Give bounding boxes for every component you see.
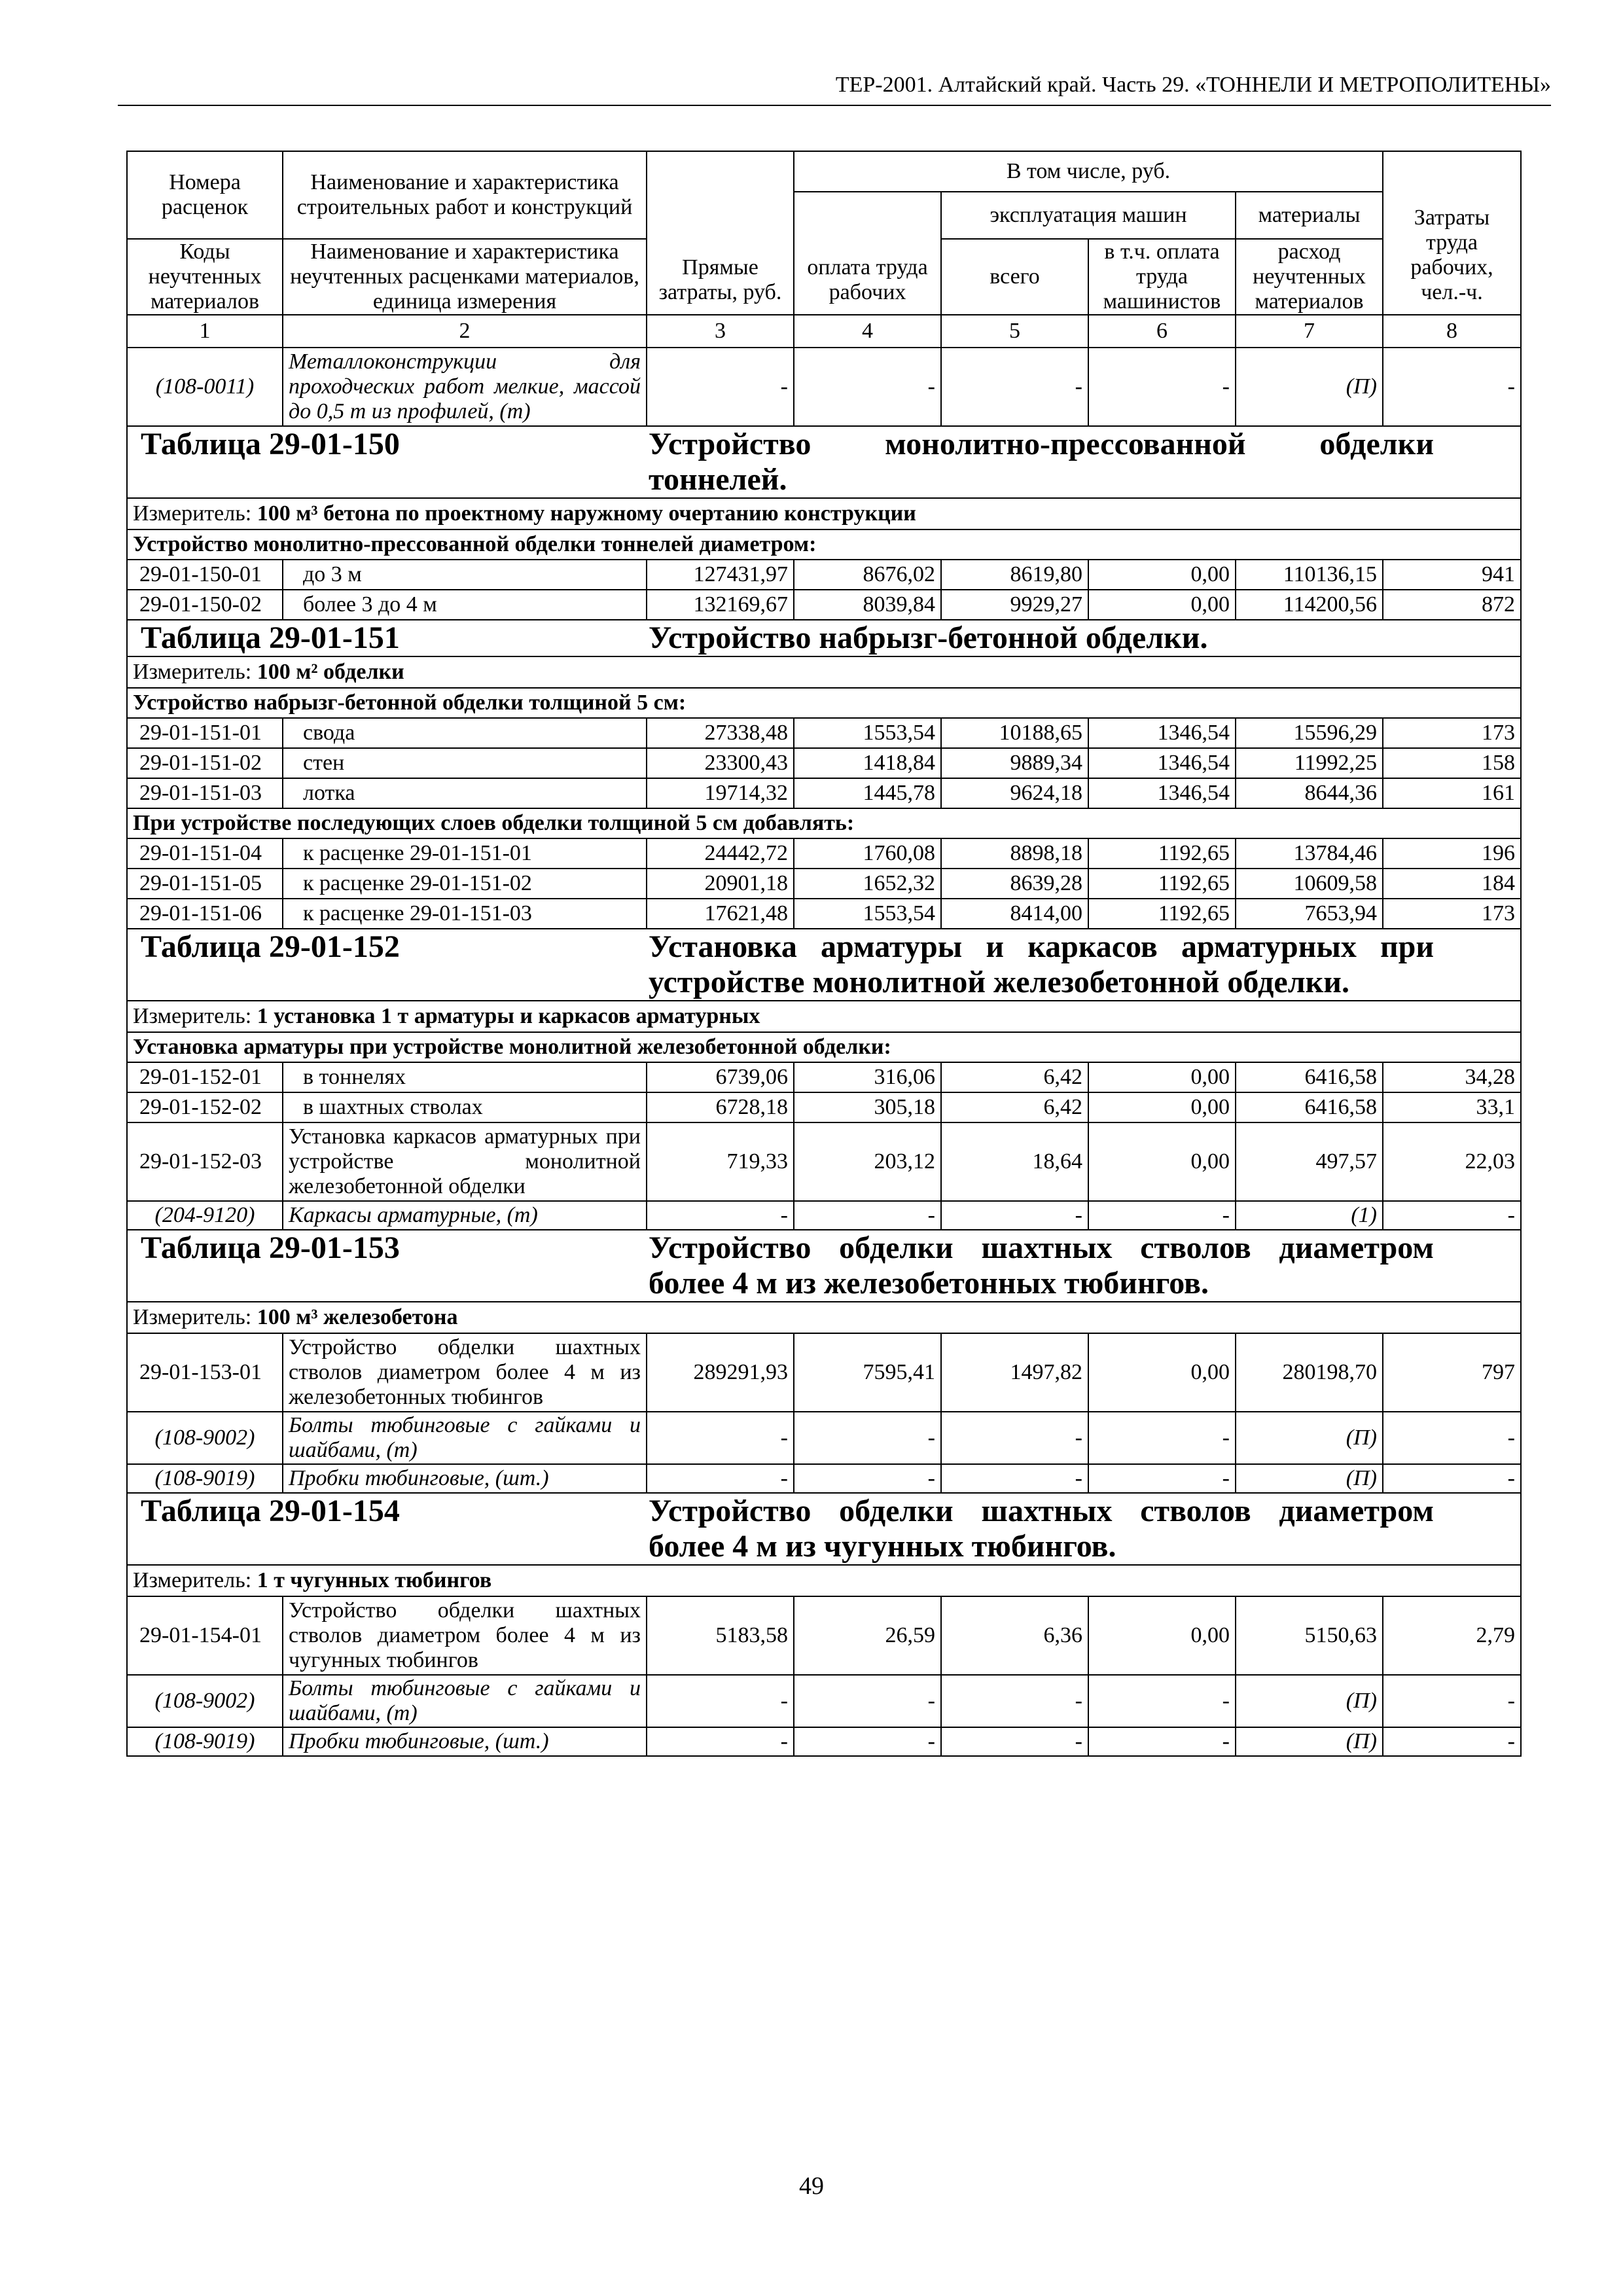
header-col2-top: Наименование и характеристика строительных работ и конструкций	[283, 151, 647, 239]
header-col1-bottom: Коды неучтенных материалов	[127, 239, 283, 315]
cell: 8414,00	[941, 899, 1088, 929]
cell: -	[647, 1412, 794, 1464]
cell: -	[941, 348, 1088, 426]
cell: 0,00	[1088, 1092, 1236, 1122]
measure-row	[127, 1302, 1521, 1333]
material-name: Пробки тюбинговые, (шт.)	[283, 1464, 647, 1493]
measure-row	[127, 656, 1521, 688]
table-title: Установка арматуры и каркасов арматурных при устройстве монолитной железобетонной обделки.	[649, 929, 1434, 999]
cell: 173	[1383, 899, 1521, 929]
cell: 0,00	[1088, 1062, 1236, 1092]
cell: (П)	[1236, 1675, 1383, 1727]
rate-code: 29-01-151-01	[127, 718, 283, 748]
cell: -	[941, 1727, 1088, 1756]
rate-code: 29-01-152-01	[127, 1062, 283, 1092]
column-number: 8	[1383, 315, 1521, 348]
rate-code: 29-01-154-01	[127, 1596, 283, 1675]
material-code: (108-9019)	[127, 1464, 283, 1493]
table-title: Устройство набрызг-бетонной обделки.	[649, 620, 1208, 655]
cell: 20901,18	[647, 869, 794, 899]
material-row	[127, 348, 1521, 426]
rate-name: Установка каркасов арматурных при устройстве монолитной железобетонной обделки	[283, 1122, 647, 1201]
table-row	[127, 1092, 1521, 1122]
table-number: Таблица 29-01-152	[141, 929, 400, 964]
cell: 8898,18	[941, 838, 1088, 869]
rate-code: 29-01-153-01	[127, 1333, 283, 1412]
rate-code: 29-01-152-03	[127, 1122, 283, 1201]
rate-code: 29-01-151-04	[127, 838, 283, 869]
cell: 8644,36	[1236, 778, 1383, 808]
cell: -	[794, 1464, 941, 1493]
material-row	[127, 1727, 1521, 1756]
material-name: Болты тюбинговые с гайками и шайбами, (т)	[283, 1675, 647, 1727]
cell: 1553,54	[794, 718, 941, 748]
measure-label: Измеритель:	[133, 1004, 252, 1028]
column-number: 3	[647, 315, 794, 348]
cell: -	[941, 1464, 1088, 1493]
measure-unit: 1 установка 1 т арматуры и каркасов арматурных	[257, 1004, 760, 1028]
cell: -	[1383, 1412, 1521, 1464]
material-code: (108-9002)	[127, 1412, 283, 1464]
cell: 10609,58	[1236, 869, 1383, 899]
cell: 0,00	[1088, 1333, 1236, 1412]
cell: 6728,18	[647, 1092, 794, 1122]
cell: 11992,25	[1236, 748, 1383, 778]
column-number: 7	[1236, 315, 1383, 348]
table-row	[127, 1333, 1521, 1412]
material-name: Пробки тюбинговые, (шт.)	[283, 1727, 647, 1756]
cell: 289291,93	[647, 1333, 794, 1412]
group-label: Устройство монолитно-прессованной обделки тоннелей диаметром:	[127, 529, 1521, 560]
table-row	[127, 748, 1521, 778]
cell: -	[941, 1675, 1088, 1727]
measure-row	[127, 1565, 1521, 1596]
cell: 1553,54	[794, 899, 941, 929]
table-row	[127, 778, 1521, 808]
cell: 872	[1383, 590, 1521, 620]
cell: 1192,65	[1088, 838, 1236, 869]
material-code: (108-9002)	[127, 1675, 283, 1727]
header-row	[127, 151, 1521, 192]
cell: -	[794, 1412, 941, 1464]
cell: 305,18	[794, 1092, 941, 1122]
header-col3: Прямые затраты, руб.	[647, 151, 794, 315]
column-number: 5	[941, 315, 1088, 348]
cell: 1346,54	[1088, 778, 1236, 808]
cell: -	[794, 1727, 941, 1756]
material-code: (204-9120)	[127, 1201, 283, 1230]
cell: 2,79	[1383, 1596, 1521, 1675]
cell: 173	[1383, 718, 1521, 748]
column-numbers-row	[127, 315, 1521, 348]
cell: 27338,48	[647, 718, 794, 748]
measure-unit: 100 м² обделки	[257, 660, 404, 684]
cell: (П)	[1236, 1727, 1383, 1756]
cell: 1192,65	[1088, 899, 1236, 929]
cell: 7595,41	[794, 1333, 941, 1412]
cell: -	[941, 1412, 1088, 1464]
cell: 6739,06	[647, 1062, 794, 1092]
page-number: 49	[799, 2172, 824, 2200]
material-code: (108-9019)	[127, 1727, 283, 1756]
cell: 196	[1383, 838, 1521, 869]
cell: 8639,28	[941, 869, 1088, 899]
cell: (П)	[1236, 348, 1383, 426]
group-heading	[127, 808, 1521, 838]
cell: 1346,54	[1088, 718, 1236, 748]
cell: 158	[1383, 748, 1521, 778]
table-number: Таблица 29-01-150	[141, 427, 400, 461]
table-number: Таблица 29-01-153	[141, 1230, 400, 1265]
rate-name: лотка	[283, 778, 647, 808]
table-number: Таблица 29-01-154	[141, 1494, 400, 1528]
measure-label: Измеритель:	[133, 1568, 252, 1592]
cell: 1346,54	[1088, 748, 1236, 778]
rate-code: 29-01-151-06	[127, 899, 283, 929]
cell: -	[1383, 348, 1521, 426]
cell: 15596,29	[1236, 718, 1383, 748]
header-materials: материалы	[1236, 192, 1383, 239]
cell: 9889,34	[941, 748, 1088, 778]
cell: 6,36	[941, 1596, 1088, 1675]
cell: 6,42	[941, 1092, 1088, 1122]
table-row	[127, 1062, 1521, 1092]
material-row	[127, 1675, 1521, 1727]
cell: 9624,18	[941, 778, 1088, 808]
material-name: Каркасы арматурные, (т)	[283, 1201, 647, 1230]
price-table	[126, 151, 1522, 1757]
rate-name: Устройство обделки шахтных стволов диаметром более 4 м из железобетонных тюбингов	[283, 1333, 647, 1412]
cell: 34,28	[1383, 1062, 1521, 1092]
table-title: Устройство обделки шахтных стволов диаметром более 4 м из железобетонных тюбингов.	[649, 1230, 1434, 1300]
table-row	[127, 869, 1521, 899]
material-name: Металлоконструкции для проходческих работ мелкие, массой до 0,5 т из профилей, (т)	[283, 348, 647, 426]
column-number: 6	[1088, 315, 1236, 348]
measure-row	[127, 498, 1521, 529]
rate-name: более 3 до 4 м	[283, 590, 647, 620]
header-col4: оплата труда рабочих	[794, 192, 941, 315]
table-row	[127, 590, 1521, 620]
cell: 132169,67	[647, 590, 794, 620]
cell: 941	[1383, 560, 1521, 590]
table-number: Таблица 29-01-151	[141, 620, 400, 655]
cell: 23300,43	[647, 748, 794, 778]
table-row	[127, 1596, 1521, 1675]
cell: 203,12	[794, 1122, 941, 1201]
measure-unit: 100 м³ бетона по проектному наружному очертанию конструкции	[257, 501, 916, 526]
cell: 33,1	[1383, 1092, 1521, 1122]
cell: (1)	[1236, 1201, 1383, 1230]
cell: 22,03	[1383, 1122, 1521, 1201]
cell: 0,00	[1088, 560, 1236, 590]
cell: 8619,80	[941, 560, 1088, 590]
cell: -	[1088, 1412, 1236, 1464]
measure-unit: 100 м³ железобетона	[257, 1305, 458, 1329]
cell: 17621,48	[647, 899, 794, 929]
cell: 19714,32	[647, 778, 794, 808]
cell: 1445,78	[794, 778, 941, 808]
rate-name: до 3 м	[283, 560, 647, 590]
rate-code: 29-01-151-02	[127, 748, 283, 778]
section-heading	[127, 426, 1521, 498]
column-number: 2	[283, 315, 647, 348]
cell: 10188,65	[941, 718, 1088, 748]
cell: -	[647, 1675, 794, 1727]
header-col5: всего	[941, 239, 1088, 315]
table-title: Устройство монолитно-прессованной обделки тоннелей.	[649, 427, 1434, 497]
header-machines: эксплуатация машин	[941, 192, 1236, 239]
cell: -	[1088, 1675, 1236, 1727]
rate-code: 29-01-150-02	[127, 590, 283, 620]
rate-name: Устройство обделки шахтных стволов диаметром более 4 м из чугунных тюбингов	[283, 1596, 647, 1675]
material-row	[127, 1464, 1521, 1493]
cell: 719,33	[647, 1122, 794, 1201]
header-col8: Затраты труда рабочих, чел.-ч.	[1383, 151, 1521, 315]
rate-name: в шахтных стволах	[283, 1092, 647, 1122]
rate-name: к расценке 29-01-151-03	[283, 899, 647, 929]
cell: 280198,70	[1236, 1333, 1383, 1412]
cell: 5150,63	[1236, 1596, 1383, 1675]
cell: 1418,84	[794, 748, 941, 778]
cell: -	[1088, 1464, 1236, 1493]
header-col1-top: Номера расценок	[127, 151, 283, 239]
section-heading	[127, 1493, 1521, 1565]
cell: 24442,72	[647, 838, 794, 869]
cell: 184	[1383, 869, 1521, 899]
cell: -	[794, 348, 941, 426]
cell: -	[647, 1727, 794, 1756]
cell: -	[1088, 348, 1236, 426]
cell: 1192,65	[1088, 869, 1236, 899]
measure-unit: 1 т чугунных тюбингов	[257, 1568, 492, 1592]
rate-name: к расценке 29-01-151-02	[283, 869, 647, 899]
section-heading	[127, 620, 1521, 656]
cell: -	[647, 348, 794, 426]
cell: 6416,58	[1236, 1062, 1383, 1092]
cell: -	[647, 1464, 794, 1493]
rate-code: 29-01-152-02	[127, 1092, 283, 1122]
cell: -	[1383, 1201, 1521, 1230]
cell: (П)	[1236, 1464, 1383, 1493]
material-row	[127, 1201, 1521, 1230]
cell: 1497,82	[941, 1333, 1088, 1412]
table-row	[127, 560, 1521, 590]
cell: 8676,02	[794, 560, 941, 590]
header-col2-bottom: Наименование и характеристика неучтенных расценками материалов, единица измерения	[283, 239, 647, 315]
cell: -	[647, 1201, 794, 1230]
cell: 0,00	[1088, 1122, 1236, 1201]
section-heading	[127, 1230, 1521, 1302]
cell: 797	[1383, 1333, 1521, 1412]
cell: -	[1383, 1727, 1521, 1756]
rate-name: к расценке 29-01-151-01	[283, 838, 647, 869]
column-number: 1	[127, 315, 283, 348]
material-code: (108-0011)	[127, 348, 283, 426]
cell: 110136,15	[1236, 560, 1383, 590]
cell: 9929,27	[941, 590, 1088, 620]
measure-row	[127, 1001, 1521, 1032]
cell: 0,00	[1088, 1596, 1236, 1675]
cell: 7653,94	[1236, 899, 1383, 929]
rate-name: в тоннелях	[283, 1062, 647, 1092]
header-incl: В том числе, руб.	[794, 151, 1383, 192]
cell: 26,59	[794, 1596, 941, 1675]
cell: 8039,84	[794, 590, 941, 620]
rate-code: 29-01-151-05	[127, 869, 283, 899]
rate-code: 29-01-151-03	[127, 778, 283, 808]
cell: -	[941, 1201, 1088, 1230]
cell: -	[794, 1201, 941, 1230]
table-row	[127, 838, 1521, 869]
cell: 1760,08	[794, 838, 941, 869]
cell: -	[1088, 1727, 1236, 1756]
cell: 127431,97	[647, 560, 794, 590]
measure-label: Измеритель:	[133, 1305, 252, 1329]
group-heading	[127, 688, 1521, 718]
cell: 497,57	[1236, 1122, 1383, 1201]
cell: 13784,46	[1236, 838, 1383, 869]
column-number: 4	[794, 315, 941, 348]
group-heading	[127, 529, 1521, 560]
cell: 6,42	[941, 1062, 1088, 1092]
header-col6: в т.ч. оплата труда машинистов	[1088, 239, 1236, 315]
cell: 0,00	[1088, 590, 1236, 620]
rate-name: стен	[283, 748, 647, 778]
table-row	[127, 1122, 1521, 1201]
material-name: Болты тюбинговые с гайками и шайбами, (т)	[283, 1412, 647, 1464]
section-heading	[127, 929, 1521, 1001]
cell: 114200,56	[1236, 590, 1383, 620]
measure-label: Измеритель:	[133, 660, 252, 684]
table-title: Устройство обделки шахтных стволов диаметром более 4 м из чугунных тюбингов.	[649, 1494, 1434, 1564]
cell: -	[1383, 1464, 1521, 1493]
cell: (П)	[1236, 1412, 1383, 1464]
running-head: ТЕР-2001. Алтайский край. Часть 29. «ТОННЕЛИ И МЕТРОПОЛИТЕНЫ»	[118, 65, 1551, 106]
rate-name: свода	[283, 718, 647, 748]
cell: 1652,32	[794, 869, 941, 899]
cell: -	[1383, 1675, 1521, 1727]
cell: 316,06	[794, 1062, 941, 1092]
cell: -	[1088, 1201, 1236, 1230]
header-col7: расход неучтенных материалов	[1236, 239, 1383, 315]
measure-label: Измеритель:	[133, 501, 252, 526]
group-label: Устройство набрызг-бетонной обделки толщиной 5 см:	[127, 688, 1521, 718]
cell: 5183,58	[647, 1596, 794, 1675]
group-heading	[127, 1032, 1521, 1062]
cell: -	[794, 1675, 941, 1727]
table-row	[127, 899, 1521, 929]
material-row	[127, 1412, 1521, 1464]
group-label: При устройстве последующих слоев обделки толщиной 5 см добавлять:	[127, 808, 1521, 838]
group-label: Установка арматуры при устройстве монолитной железобетонной обделки:	[127, 1032, 1521, 1062]
rate-code: 29-01-150-01	[127, 560, 283, 590]
table-row	[127, 718, 1521, 748]
cell: 18,64	[941, 1122, 1088, 1201]
cell: 6416,58	[1236, 1092, 1383, 1122]
cell: 161	[1383, 778, 1521, 808]
